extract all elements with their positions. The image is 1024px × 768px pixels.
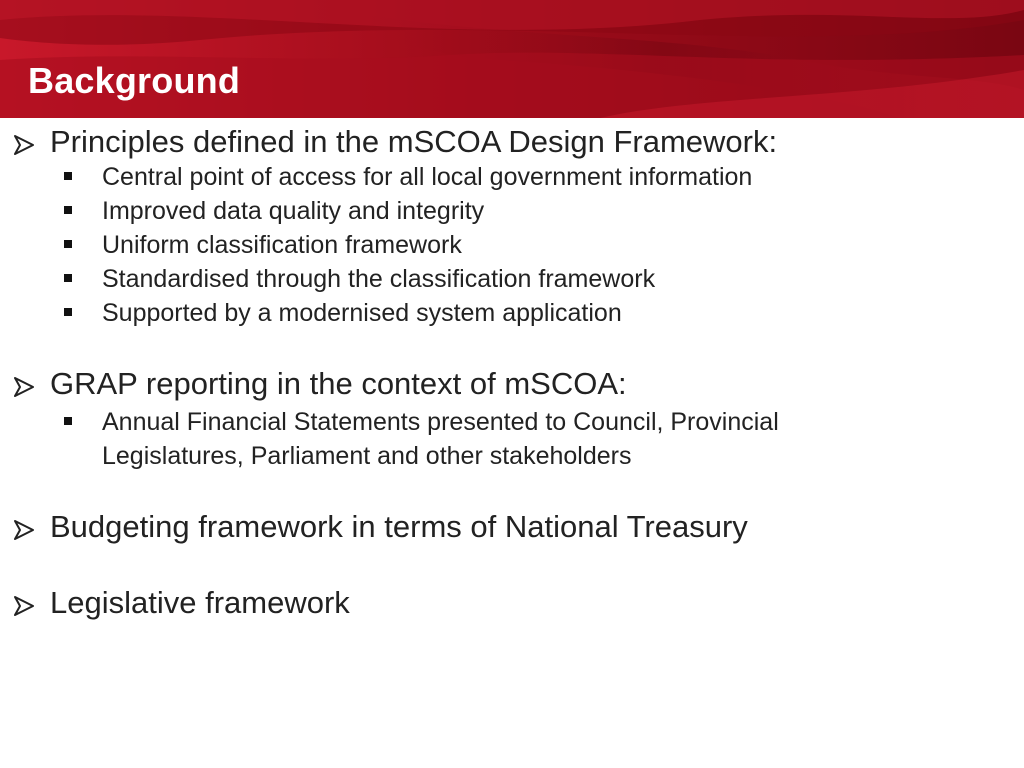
slide-header (0, 0, 1024, 118)
square-bullet-icon (64, 172, 72, 180)
square-bullet-icon (64, 206, 72, 214)
sub-bullet-text: Annual Financial Statements presented to Council, Provincial Legislatures, Parliament and other stakeholders (102, 408, 779, 470)
square-bullet-icon (64, 417, 72, 425)
main-bullet-text: Legislative framework (50, 585, 350, 620)
sub-bullet-text: Uniform classification framework (102, 231, 462, 259)
main-bullet-text: Budgeting framework in terms of National Treasury (50, 509, 748, 544)
sub-bullet-text: Central point of access for all local government information (102, 163, 753, 191)
arrow-bullet-icon (12, 375, 36, 399)
main-bullet-text: Principles defined in the mSCOA Design Framework: (50, 124, 778, 159)
sub-bullet-text: Supported by a modernised system application (102, 299, 622, 327)
arrow-bullet-icon (12, 594, 36, 618)
sub-bullet-text: Improved data quality and integrity (102, 197, 485, 225)
arrow-bullet-icon (12, 133, 36, 157)
square-bullet-icon (64, 274, 72, 282)
square-bullet-icon (64, 308, 72, 316)
slide-title: Background (28, 60, 241, 101)
main-bullet-text: GRAP reporting in the context of mSCOA: (50, 366, 627, 401)
sub-bullet-text: Standardised through the classification framework (102, 265, 656, 293)
square-bullet-icon (64, 240, 72, 248)
arrow-bullet-icon (12, 518, 36, 542)
